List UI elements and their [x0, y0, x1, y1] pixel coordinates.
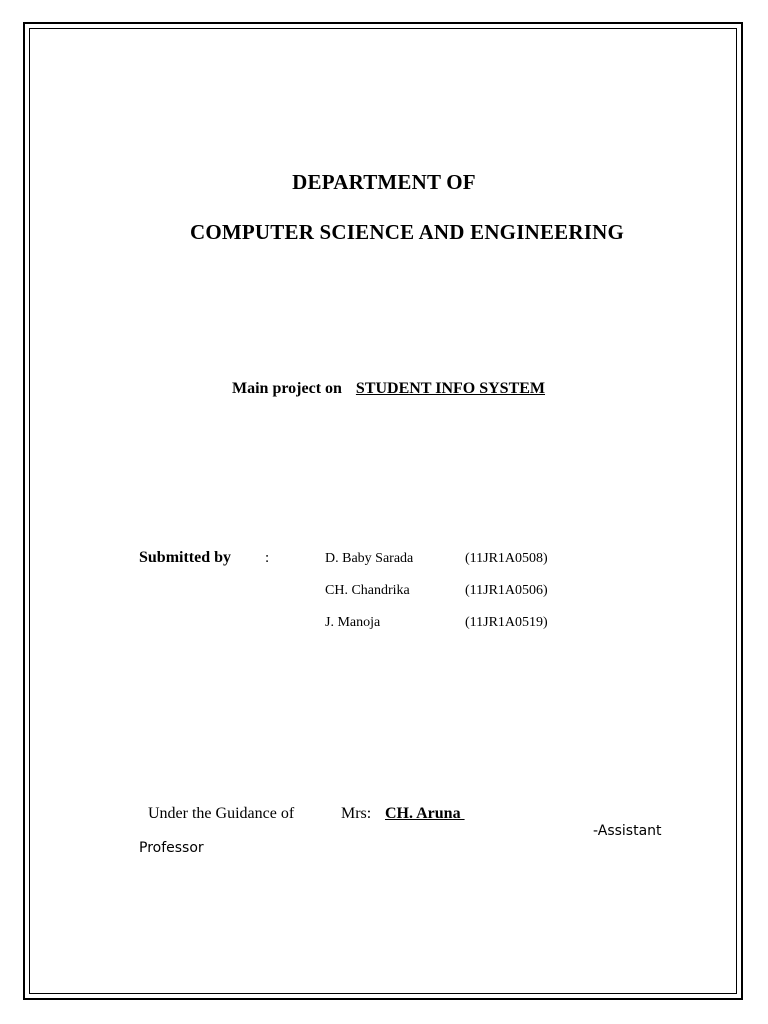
submitted-by-label: Submitted by — [139, 549, 232, 566]
guidance-label: Under the Guidance of — [148, 805, 295, 822]
project-prefix: Main project on — [232, 380, 342, 397]
student-name: D. Baby Sarada — [325, 551, 414, 566]
student-roll-number: (11JR1A0519) — [465, 615, 548, 630]
project-line — [232, 380, 545, 398]
guide-title-prefix: Mrs: — [341, 805, 372, 822]
guide-name: CH. Aruna — [385, 805, 465, 822]
student-roll-number: (11JR1A0506) — [465, 583, 548, 598]
department-name: COMPUTER SCIENCE AND ENGINEERING — [189, 220, 625, 244]
submitted-by-colon: : — [265, 550, 270, 566]
student-name: J. Manoja — [325, 615, 381, 630]
student-name: CH. Chandrika — [325, 583, 410, 598]
guide-designation: -Assistant — [593, 823, 662, 839]
guide-designation-continued: Professor — [139, 840, 204, 856]
project-title: STUDENT INFO SYSTEM — [355, 380, 546, 397]
student-roll-number: (11JR1A0508) — [465, 551, 548, 566]
department-heading: DEPARTMENT OF — [292, 170, 476, 194]
